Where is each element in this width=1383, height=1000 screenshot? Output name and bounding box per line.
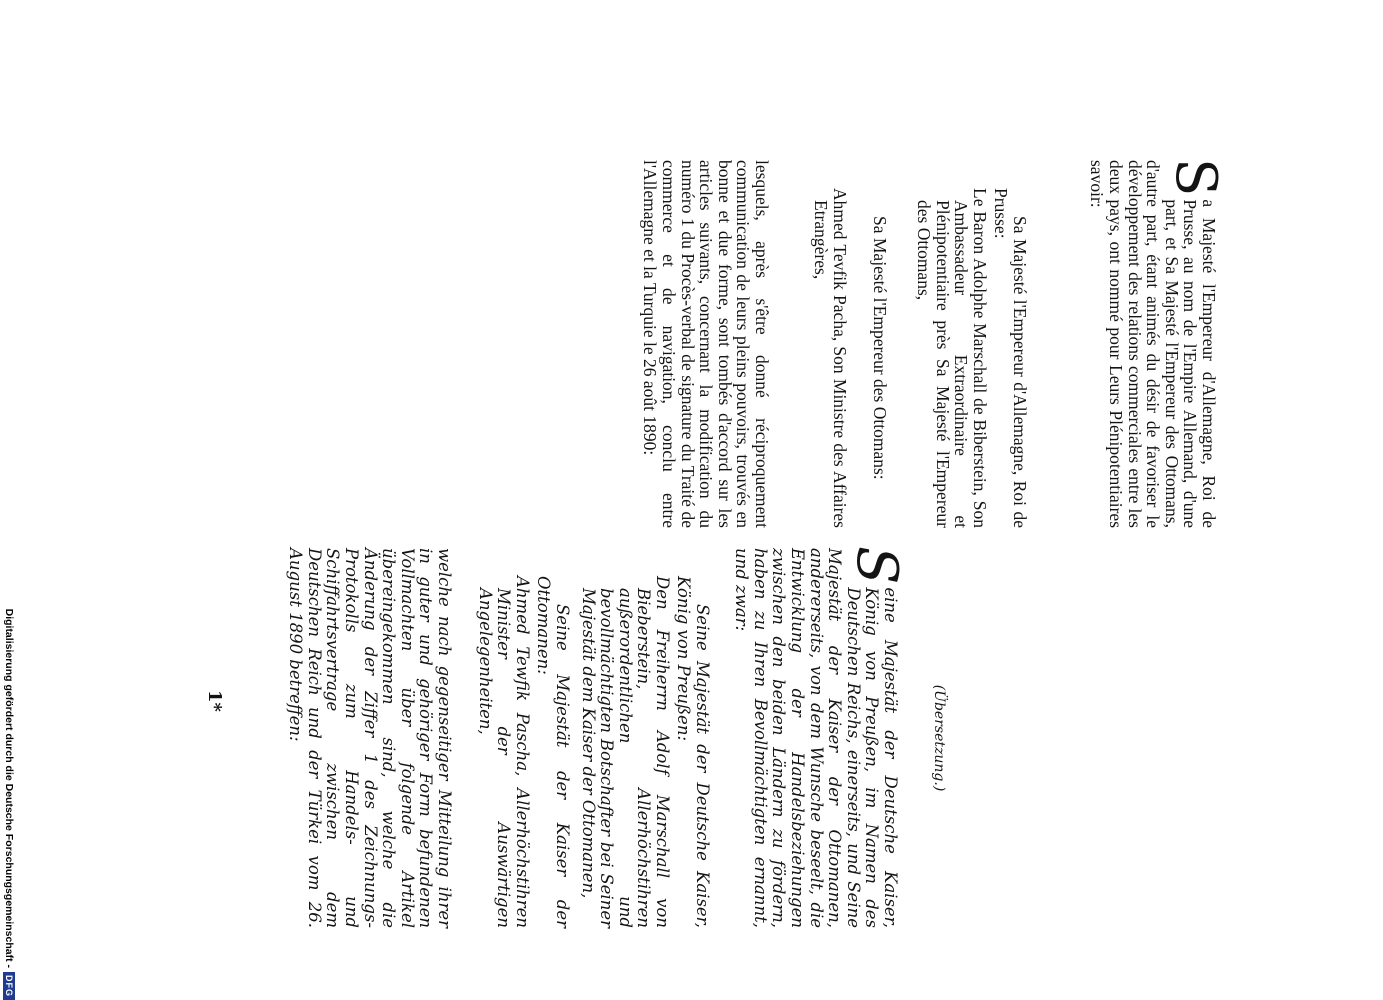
translation-heading: (Übersetzung.) <box>931 684 947 792</box>
german-plenipotentiary: Den Freiherrn Adolf Marschall von Bieberstein, Allerhöchstihren außerordentlichen und bevollmächtigten Botschafter bei Seiner Majestät dem Kaiser der Ottomanen, <box>578 576 672 928</box>
french-ottoman-plenipotentiary: Ahmed Tevfik Pacha, Son Ministre des Affaires Etrangères, <box>811 188 850 528</box>
french-agreement: lesquels, après s'être donné réciproquement communication de leurs pleins pouvoirs, trouvés en bonne et due forme, sont tombés d'accord sur les articles suivants, concernant la modification du numéro 1 du Procès-verbal de signature du Traité de commerce et de navigation, conclu entre l'Allemagne et la Turquie le 26 août 1890: <box>640 160 772 528</box>
german-dropcap: S <box>844 546 909 585</box>
footer-credit: Digitalisierung gefördert durch die Deutsche Forschungsgemeinschaft - <box>3 608 15 968</box>
page-number: 1* <box>204 690 225 712</box>
french-dropcap: S <box>1163 158 1228 197</box>
german-ottoman-plenipotentiary: Ahmed Tewfik Pascha, Allerhöchstihren Minister der Auswärtigen Angelegenheiten, <box>475 576 532 928</box>
french-german-plenipotentiary: Le Baron Adolphe Marschall de Biberstein, Son Ambassadeur Extraordinaire et Plénipotentiaire près Sa Majesté l'Empereur des Ottomans, <box>914 188 990 528</box>
french-preamble-text: a Majesté l'Empereur d'Allemagne, Roi de Prusse, au nom de l'Empire Allemand, d'une part, et Sa Majesté l'Empereur des Ottomans, d'autre part, étant animés du désir de favoriser le développement des relations commerciales entre les deux pays, ont nommé pour Leurs Plénipotentiaires savoir: <box>1087 160 1219 528</box>
german-emperor: Seine Majestät der Deutsche Kaiser, König von Preußen: <box>674 576 712 928</box>
dfg-logo: DFG <box>3 972 15 1000</box>
french-ottoman-emperor: Sa Majesté l'Empereur des Ottomans: <box>870 216 890 480</box>
digitization-footer <box>0 0 18 1000</box>
french-german-emperor: Sa Majesté l'Empereur d'Allemagne, Roi de Prusse: <box>991 188 1030 528</box>
french-preamble <box>1087 158 1228 528</box>
german-preamble <box>732 546 909 928</box>
german-preamble-text: eine Majestät der Deutsche Kaiser, König von Preußen, im Namen des Deutschen Reichs, einerseits, und Seine Majestät der Kaiser der Ottomanen, andererseits, von dem Wunsche beseelt, die Entwicklung der Handelsbeziehungen zwischen den beiden Ländern zu fördern, haben zu Ihren Bevollmächtigten ernannt, und zwar: <box>732 548 900 928</box>
german-agreement: welche nach gegenseitiger Mitteilung ihrer in guter und gehöriger Form befundenen Vollmachten über folgende Artikel übereingekommen sind, welche die Änderung der Ziffer 1 des Zeichnungs-Protokolls zum Handels- und Schiffahrtsvertrage zwischen dem Deutschen Reich und der Türkei vom 26. August 1890 betreffen: <box>286 548 454 928</box>
german-ottoman-emperor: Seine Majestät der Kaiser der Ottomanen: <box>534 576 572 928</box>
